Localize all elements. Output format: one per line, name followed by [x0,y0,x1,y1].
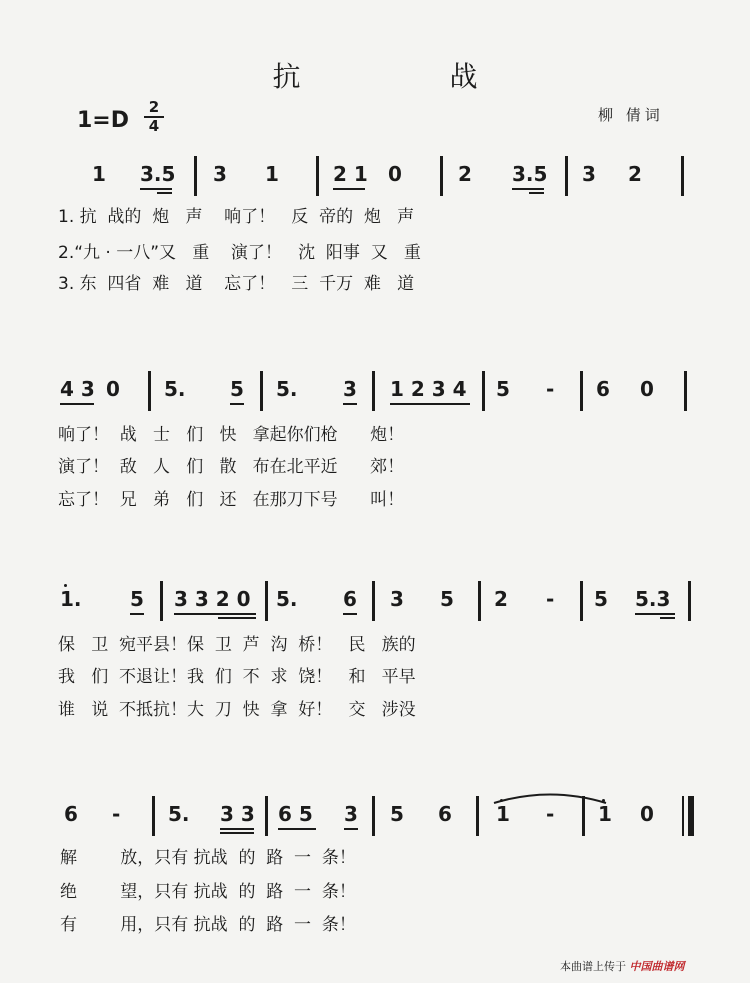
lyric-line-2: 绝 望，只有 抗战 的 路 一 条！ [60,882,356,902]
note: 5 [496,377,510,401]
lyric-line-3: 谁 说 不抵抗！大 刀 快 拿 好！ 交 涉没 [58,700,416,720]
note: 3 [390,587,404,611]
underline-eighth [278,828,316,830]
note: 3.5 [140,162,176,186]
barline [476,796,479,836]
footer-text: 本曲谱上传于 [560,960,626,973]
underline-eighth [333,188,365,190]
note: 3 3 [220,802,255,826]
note: 6 [64,802,78,826]
barline [565,156,568,196]
note: 3 [344,802,358,826]
barline [160,581,163,621]
score-system-1 [0,150,750,340]
score-system-3 [0,575,750,765]
note: 6 [343,587,357,611]
note: 1 2 3 4 [390,377,467,401]
note: 0 [640,802,654,826]
note: 5 [230,377,244,401]
barline [372,371,375,411]
barline [580,581,583,621]
barline [440,156,443,196]
barline [265,581,268,621]
key-signature: 1=D [77,108,130,133]
note: 5. [168,802,190,826]
barline [582,796,585,836]
underline-sixteenth [220,832,254,834]
note: 5 [440,587,454,611]
note: 5.3 [635,587,671,611]
note: 1. [60,587,82,611]
score-system-4 [0,790,750,980]
underline-eighth [343,403,357,405]
note: 2 [628,162,642,186]
note: 3 [582,162,596,186]
underline-eighth [174,613,256,615]
lyric-line-1: 响了！ 战 士 们 快 拿起你们枪 炮！ [58,425,405,445]
barline [681,156,684,196]
barline [152,796,155,836]
note: 5 [594,587,608,611]
note: 5 [130,587,144,611]
notation-row [0,150,750,200]
note: 0 [388,162,402,186]
note: 2 1 [333,162,368,186]
note: 5. [276,377,298,401]
lyric-line-1: 1. 抗 战的 炮 声 响了！ 反 帝的 炮 声 [58,207,415,227]
lyric-line-3: 3. 东 四省 难 道 忘了！ 三 千万 难 道 [58,274,415,294]
note: 4 3 [60,377,95,401]
underline-eighth [512,188,544,190]
lyric-line-2: 2.“九 · 一八”又 重 演了！ 沈 阳事 又 重 [58,243,421,263]
note: 3 [343,377,357,401]
underline-sixteenth [218,617,256,619]
barline [148,371,151,411]
note: 0 [106,377,120,401]
time-bottom: 4 [148,117,160,135]
note: 1 [598,802,612,826]
barline [194,156,197,196]
note: 6 [438,802,452,826]
lyric-line-3: 忘了！ 兄 弟 们 还 在那刀下号 叫！ [58,490,405,510]
note: 2 [458,162,472,186]
underline-sixteenth [529,192,544,194]
barline [688,581,691,621]
score-system-2 [0,365,750,555]
song-title: 抗 战 [272,60,548,93]
lyric-line-1: 保 卫 宛平县！保 卫 芦 沟 桥！ 民 族的 [58,635,416,655]
barline [478,581,481,621]
underline-eighth [60,403,94,405]
note: 1 [496,802,510,826]
lyric-line-1: 解 放，只有 抗战 的 路 一 条！ [60,848,356,868]
note: 6 5 [278,802,313,826]
underline-eighth [344,828,358,830]
notation-row [0,575,750,625]
lyric-line-2: 演了！ 敌 人 们 散 布在北平近 郊！ [58,457,405,477]
lyricist-credit: 柳 倩词 [598,106,664,124]
note: 3 3 2 0 [174,587,251,611]
barline [372,581,375,621]
underline-eighth [390,403,470,405]
note: - [546,802,555,826]
note: 5. [164,377,186,401]
barline [684,371,687,411]
barline [372,796,375,836]
underline-sixteenth [660,617,675,619]
note: 3.5 [512,162,548,186]
time-signature [144,100,164,134]
note: 0 [640,377,654,401]
note: - [546,587,555,611]
barline [265,796,268,836]
note: 5 [390,802,404,826]
note: 2 [494,587,508,611]
note: 1 [265,162,279,186]
barline [482,371,485,411]
notation-row [0,365,750,415]
underline-eighth [635,613,675,615]
underline-sixteenth [157,192,172,194]
note: 6 [596,377,610,401]
underline-eighth [343,613,357,615]
notation-row [0,790,750,840]
barline [580,371,583,411]
lyric-line-2: 我 们 不退让！我 们 不 求 饶！ 和 平早 [58,667,416,687]
underline-eighth [140,188,172,190]
underline-eighth [130,613,144,615]
time-top: 2 [148,98,160,116]
note: 5. [276,587,298,611]
source-footer [560,958,685,974]
note: - [546,377,555,401]
underline-eighth [230,403,244,405]
note: 3 [213,162,227,186]
final-barline-thick [688,796,694,836]
final-barline-thin [682,796,684,836]
note: - [112,802,121,826]
underline-eighth [220,828,254,830]
lyric-line-3: 有 用，只有 抗战 的 路 一 条！ [60,915,356,935]
note: 1 [92,162,106,186]
site-brand-logo[interactable]: 中国曲谱网 [629,960,685,973]
barline [260,371,263,411]
barline [316,156,319,196]
